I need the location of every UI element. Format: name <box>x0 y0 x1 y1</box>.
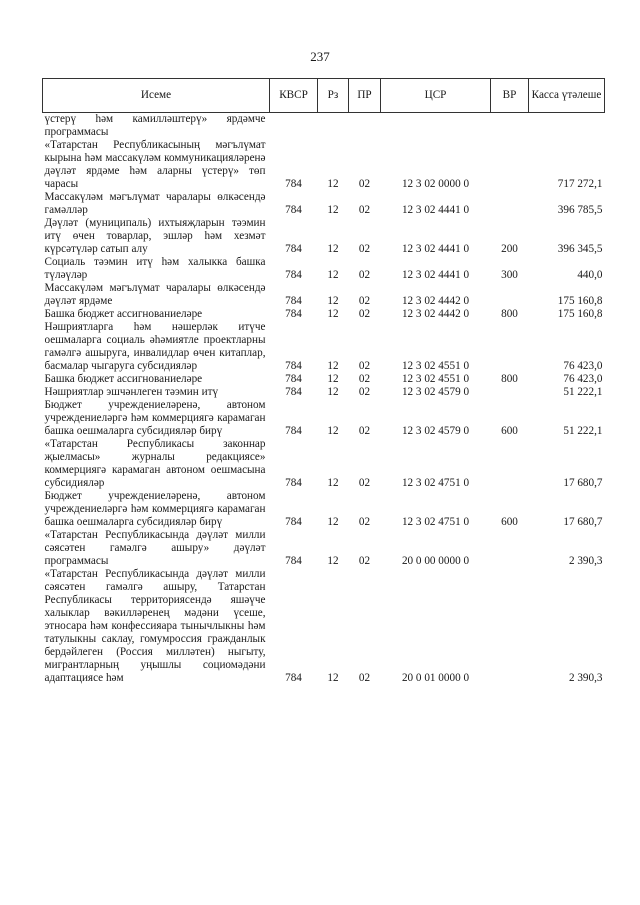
row-rz: 12 <box>327 243 339 255</box>
header-name: Исеме <box>43 79 270 113</box>
row-amount: 17 680,7 <box>563 516 603 528</box>
row-amount: 17 680,7 <box>563 477 603 489</box>
header-csr: ЦСР <box>381 79 491 113</box>
header-kvsr: КВСР <box>270 79 318 113</box>
row-vr <box>491 282 529 308</box>
row-amount: 717 272,1 <box>557 178 603 190</box>
row-rz: 12 <box>327 360 339 372</box>
row-name: «Татарстан Республикасының мәгълүмат кырына һәм массакүләм коммуникацияләренә дәүләт ярдәме һәм аларны үстерү» төп чарасы <box>44 139 266 190</box>
row-amount: 396 785,5 <box>557 204 603 216</box>
row-kvsr: 784 <box>285 477 302 489</box>
row-kvsr <box>270 113 318 140</box>
row-amount <box>529 113 605 140</box>
table-header <box>43 79 605 113</box>
row-amount: 440,0 <box>577 269 603 281</box>
table-row <box>43 217 605 256</box>
row-csr: 12 3 02 4751 0 <box>401 516 470 528</box>
row-pr <box>349 113 381 140</box>
table-row <box>43 139 605 191</box>
row-csr: 12 3 02 4441 0 <box>401 243 470 255</box>
row-pr: 02 <box>358 308 371 320</box>
row-vr <box>491 113 529 140</box>
header-rz: Рз <box>318 79 349 113</box>
row-vr <box>491 386 529 399</box>
row-name: Бюджет учреждениеләренә, автоном учреждениеләргә һәм коммерциягә карамаган башка оешмаларга субсидияләр бирү <box>44 490 266 528</box>
row-name: үстерү һәм камилләштерү» ярдәмче программасы <box>44 113 266 138</box>
row-name: Башка бюджет ассигнованиеләре <box>44 308 203 320</box>
row-amount: 51 222,1 <box>563 425 603 437</box>
header-amount: Касса үтәлеше <box>529 79 605 113</box>
row-amount: 396 345,5 <box>557 243 603 255</box>
row-amount: 76 423,0 <box>563 373 603 385</box>
row-amount: 175 160,8 <box>557 295 603 307</box>
row-name: «Татарстан Республикасында дәүләт милли сәясәтен гамәлгә ашыру, Татарстан Республикасы территориясендә яшәүче халыклар вәкилләренең мәдәни үсеше, этносара һәм конфессияара тынычлыкны һәм татулыкны саклау, гомумроссия гражданлык бердәйлеген (Россия милләтен) ныгыту, мигрантларның уңышлы социомәдәни адаптациясе һәм <box>44 568 266 684</box>
row-pr: 02 <box>358 243 371 255</box>
row-kvsr: 784 <box>285 555 302 567</box>
row-rz: 12 <box>327 295 339 307</box>
header-vr: ВР <box>491 79 529 113</box>
row-kvsr: 784 <box>285 360 302 372</box>
row-vr: 800 <box>501 308 518 320</box>
row-kvsr: 784 <box>285 178 302 190</box>
row-csr: 12 3 02 4442 0 <box>401 308 470 320</box>
row-rz: 12 <box>327 386 339 398</box>
row-vr <box>491 191 529 217</box>
row-csr: 12 3 02 4441 0 <box>401 204 470 216</box>
row-rz: 12 <box>327 373 339 385</box>
row-amount: 76 423,0 <box>563 360 603 372</box>
table-body <box>43 113 605 686</box>
table-row <box>43 321 605 373</box>
row-vr: 300 <box>501 269 518 281</box>
row-vr: 800 <box>501 373 518 385</box>
row-name: Нәшриятларга һәм нәшерләк итүче оешмаларга социаль әһәмиятле проектларны гамәлгә ашыруга, инвалидлар өчен китаплар, басмалар чыгаруга субсидияләр <box>44 321 266 372</box>
row-amount: 51 222,1 <box>563 386 603 398</box>
row-rz: 12 <box>327 308 339 320</box>
row-vr <box>491 438 529 490</box>
page-number: 237 <box>310 49 330 64</box>
row-rz <box>318 113 349 140</box>
row-kvsr: 784 <box>285 386 302 398</box>
row-amount: 175 160,8 <box>557 308 603 320</box>
row-rz: 12 <box>327 516 339 528</box>
row-vr: 600 <box>501 425 518 437</box>
row-amount: 2 390,3 <box>568 555 603 567</box>
row-vr: 600 <box>501 516 518 528</box>
row-name: Дәүләт (муниципаль) ихтыяҗларын тәэмин итү өчен товарлар, эшләр һәм хезмәт күрсәтүләр сатып алу <box>44 217 266 255</box>
table-row <box>43 282 605 308</box>
row-name: Бюджет учреждениеләренә, автоном учреждениеләргә һәм коммерциягә карамаган башка оешмаларга субсидияләр бирү <box>44 399 266 437</box>
row-amount: 2 390,3 <box>568 672 603 684</box>
row-rz: 12 <box>327 178 339 190</box>
row-kvsr: 784 <box>285 516 302 528</box>
row-kvsr: 784 <box>285 269 302 281</box>
row-csr: 20 0 01 0000 0 <box>401 672 470 684</box>
row-rz: 12 <box>327 204 339 216</box>
table-row <box>43 438 605 490</box>
row-name: Нәшриятлар эшчәнлеген тәэмин итү <box>44 386 219 398</box>
row-kvsr: 784 <box>285 308 302 320</box>
row-vr <box>491 529 529 568</box>
row-pr: 02 <box>358 360 371 372</box>
row-rz: 12 <box>327 672 339 684</box>
row-pr: 02 <box>358 269 371 281</box>
row-kvsr: 784 <box>285 295 302 307</box>
table-row <box>43 373 605 386</box>
table-row <box>43 399 605 438</box>
row-vr <box>491 568 529 685</box>
row-csr: 12 3 02 4442 0 <box>401 295 470 307</box>
row-pr: 02 <box>358 386 371 398</box>
row-csr: 12 3 02 4579 0 <box>401 386 470 398</box>
row-kvsr: 784 <box>285 373 302 385</box>
table-row <box>43 490 605 529</box>
row-pr: 02 <box>358 178 371 190</box>
row-kvsr: 784 <box>285 204 302 216</box>
row-pr: 02 <box>358 516 371 528</box>
row-rz: 12 <box>327 425 339 437</box>
row-name: Башка бюджет ассигнованиеләре <box>44 373 203 385</box>
table-row <box>43 386 605 399</box>
row-kvsr: 784 <box>285 672 302 684</box>
table-row <box>43 113 605 140</box>
row-pr: 02 <box>358 477 371 489</box>
row-pr: 02 <box>358 672 371 684</box>
header-pr: ПР <box>349 79 381 113</box>
table-row <box>43 568 605 685</box>
row-csr: 12 3 02 0000 0 <box>401 178 470 190</box>
row-kvsr: 784 <box>285 425 302 437</box>
row-vr <box>491 139 529 191</box>
row-csr <box>381 113 491 140</box>
row-csr: 12 3 02 4551 0 <box>401 373 470 385</box>
row-kvsr: 784 <box>285 243 302 255</box>
row-rz: 12 <box>327 555 339 567</box>
row-name: «Татарстан Республикасында дәүләт милли сәясәтен гамәлгә ашыру» дәүләт программасы <box>44 529 266 567</box>
table-row <box>43 191 605 217</box>
row-vr: 200 <box>501 243 518 255</box>
row-name: Массакүләм мәгълүмат чаралары өлкәсендә дәүләт ярдәме <box>44 282 266 307</box>
table-row <box>43 308 605 321</box>
row-rz: 12 <box>327 269 339 281</box>
row-vr <box>491 321 529 373</box>
row-pr: 02 <box>358 295 371 307</box>
row-csr: 12 3 02 4751 0 <box>401 477 470 489</box>
table-row <box>43 256 605 282</box>
row-pr: 02 <box>358 555 371 567</box>
row-csr: 12 3 02 4551 0 <box>401 360 470 372</box>
row-name: «Татарстан Республикасы законнар җыелмасы» журналы редакциясе» коммерциягә карамаган автоном оешмасына субсидияләр <box>44 438 266 489</box>
row-csr: 20 0 00 0000 0 <box>401 555 470 567</box>
row-pr: 02 <box>358 204 371 216</box>
row-csr: 12 3 02 4441 0 <box>401 269 470 281</box>
row-pr: 02 <box>358 425 371 437</box>
row-csr: 12 3 02 4579 0 <box>401 425 470 437</box>
budget-table <box>42 78 605 685</box>
row-pr: 02 <box>358 373 371 385</box>
row-rz: 12 <box>327 477 339 489</box>
table-row <box>43 529 605 568</box>
row-name: Массакүләм мәгълүмат чаралары өлкәсендә гамәлләр <box>44 191 266 216</box>
row-name: Социаль тәэмин итү һәм халыкка башка түләүләр <box>44 256 266 281</box>
